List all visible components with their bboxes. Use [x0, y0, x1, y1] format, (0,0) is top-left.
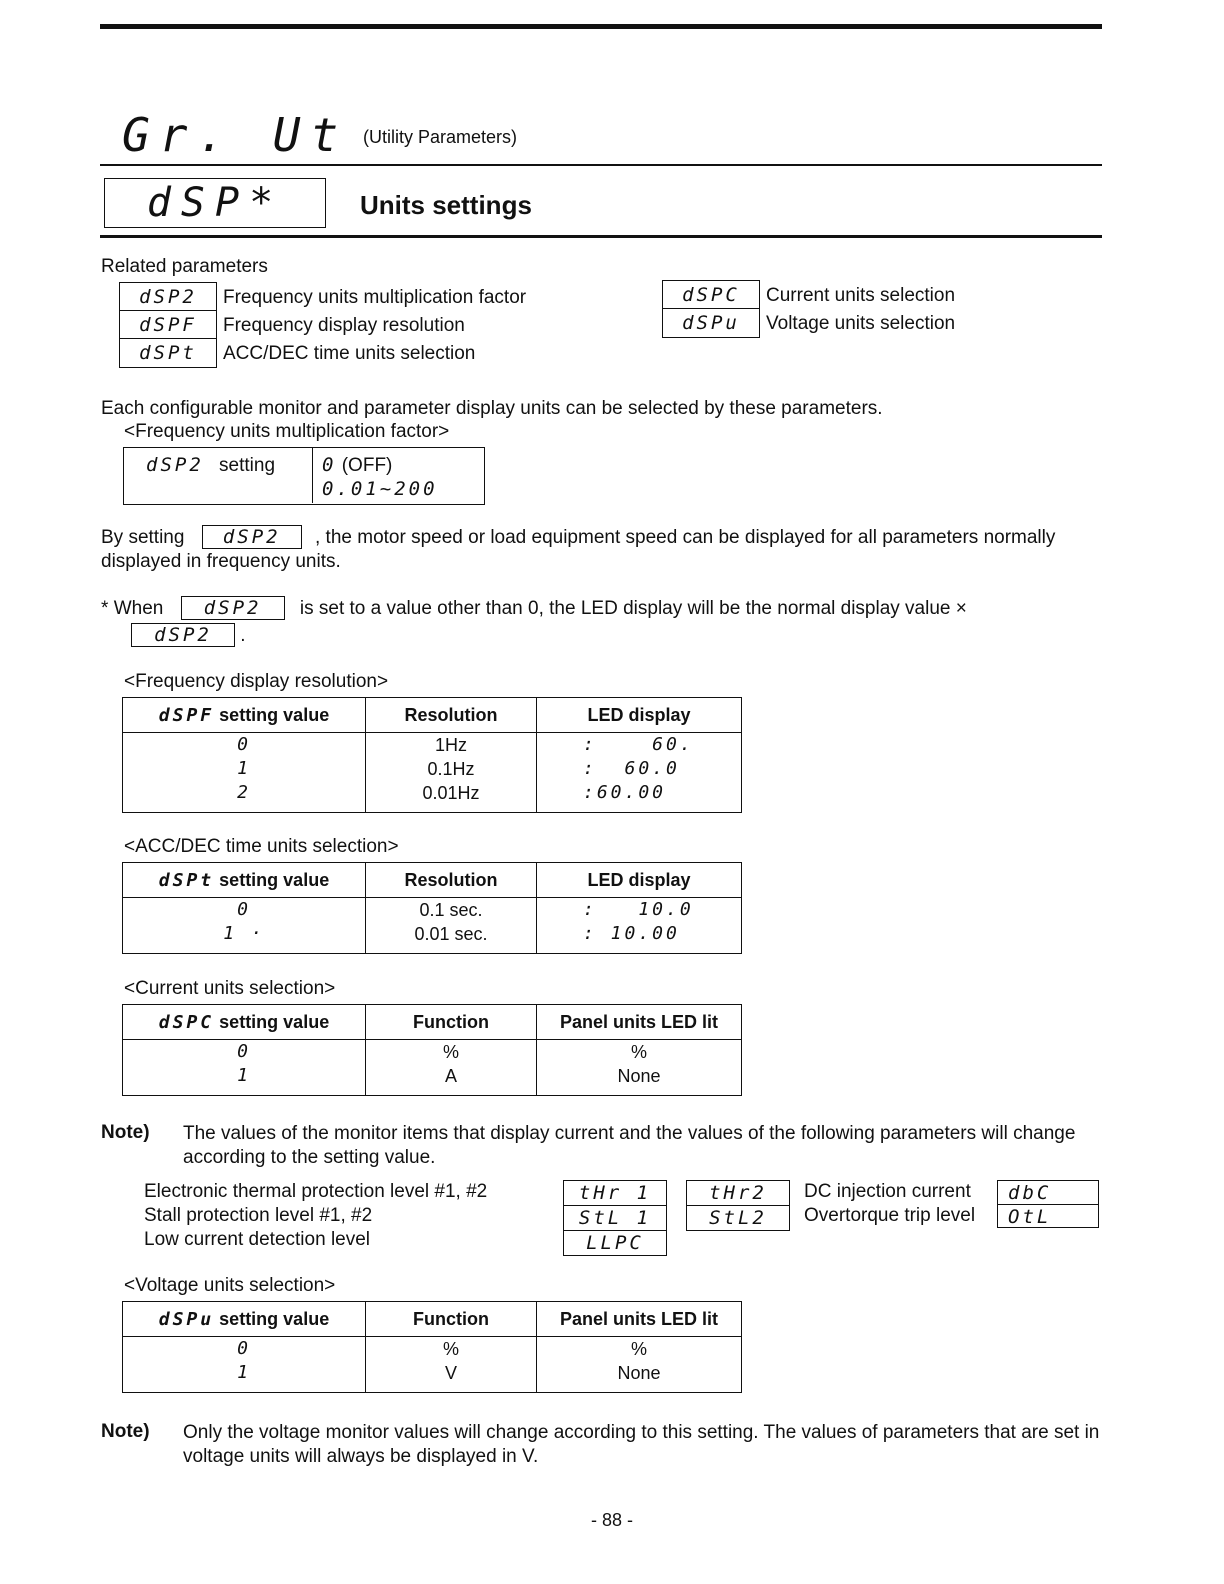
voltage-table: dSPu setting value Function Panel units LED lit 0 1 % V % None	[122, 1301, 742, 1393]
note1-items: Electronic thermal protection level #1, #2 Stall protection level #1, #2 Low current detection level	[144, 1181, 488, 1250]
param-code: dSP*	[146, 180, 284, 226]
page-number: - 88 -	[590, 1510, 633, 1530]
note2-text: Only the voltage monitor values will change according to this setting. The values of parameters that are set in voltage units will always be displayed in V.	[183, 1422, 1100, 1467]
freq-res-table: dSPF setting value Resolution LED display 0 1 2 1Hz 0.1Hz 0.01Hz : 60. : 60.0 :60.00	[122, 697, 742, 813]
note2-label: Note)	[101, 1421, 150, 1442]
top-rule	[100, 24, 1102, 29]
related-list-right	[662, 280, 955, 336]
related-item: dSP2 Frequency units multiplication factor	[119, 282, 526, 310]
current-table: dSPC setting value Function Panel units LED lit 0 1 % A % None	[122, 1004, 742, 1096]
freq-mult-box: dSP2 setting 0 (OFF) 0.01~200	[123, 447, 485, 505]
accdec-heading: <ACC/DEC time units selection>	[124, 836, 399, 857]
group-code: Gr. Ut	[122, 108, 349, 162]
related-item: dSPu Voltage units selection	[662, 308, 955, 336]
accdec-table: dSPt setting value Resolution LED display 0 1 · 0.1 sec. 0.01 sec. : 10.0 : 10.00	[122, 862, 742, 954]
note1-boxes-b: tHr2 StL2	[686, 1180, 790, 1231]
related-list-left	[119, 282, 526, 366]
note1-label: Note)	[101, 1122, 150, 1143]
by-setting-paragraph: By setting dSP2 , the motor speed or load equipment speed can be displayed for all parameters normally displayed in frequency units.	[101, 526, 1056, 572]
note1-text: The values of the monitor items that display current and the values of the following parameters will change according to the setting value.	[183, 1123, 1076, 1168]
page-title: Units settings	[360, 190, 532, 220]
voltage-heading: <Voltage units selection>	[124, 1275, 336, 1296]
related-item: dSPC Current units selection	[662, 280, 955, 308]
title-rule	[100, 235, 1102, 238]
current-heading: <Current units selection>	[124, 978, 336, 999]
group-header	[122, 108, 348, 162]
param-code-box	[104, 178, 326, 228]
related-item: dSPt ACC/DEC time units selection	[119, 338, 526, 366]
when-note: * When dSP2 is set to a value other than 0, the LED display will be the normal display value ×	[101, 597, 967, 619]
related-label: Related parameters	[101, 256, 268, 277]
related-item: dSPF Frequency display resolution	[119, 310, 526, 338]
freq-mult-setting-label: setting	[219, 455, 276, 476]
freq-mult-code: dSP2	[146, 454, 204, 476]
freq-mult-heading: <Frequency units multiplication factor>	[124, 421, 450, 442]
note1-boxes-c: dbC OtL	[997, 1180, 1099, 1228]
group-desc: (Utility Parameters)	[363, 127, 518, 147]
header-rule	[100, 164, 1102, 166]
freq-res-heading: <Frequency display resolution>	[124, 671, 389, 692]
intro-text: Each configurable monitor and parameter display units can be selected by these parameters.	[101, 398, 883, 419]
note1-right-labels: DC injection current Overtorque trip level	[804, 1181, 976, 1226]
note1-boxes-a: tHr 1 StL 1 LLPC	[563, 1180, 667, 1256]
